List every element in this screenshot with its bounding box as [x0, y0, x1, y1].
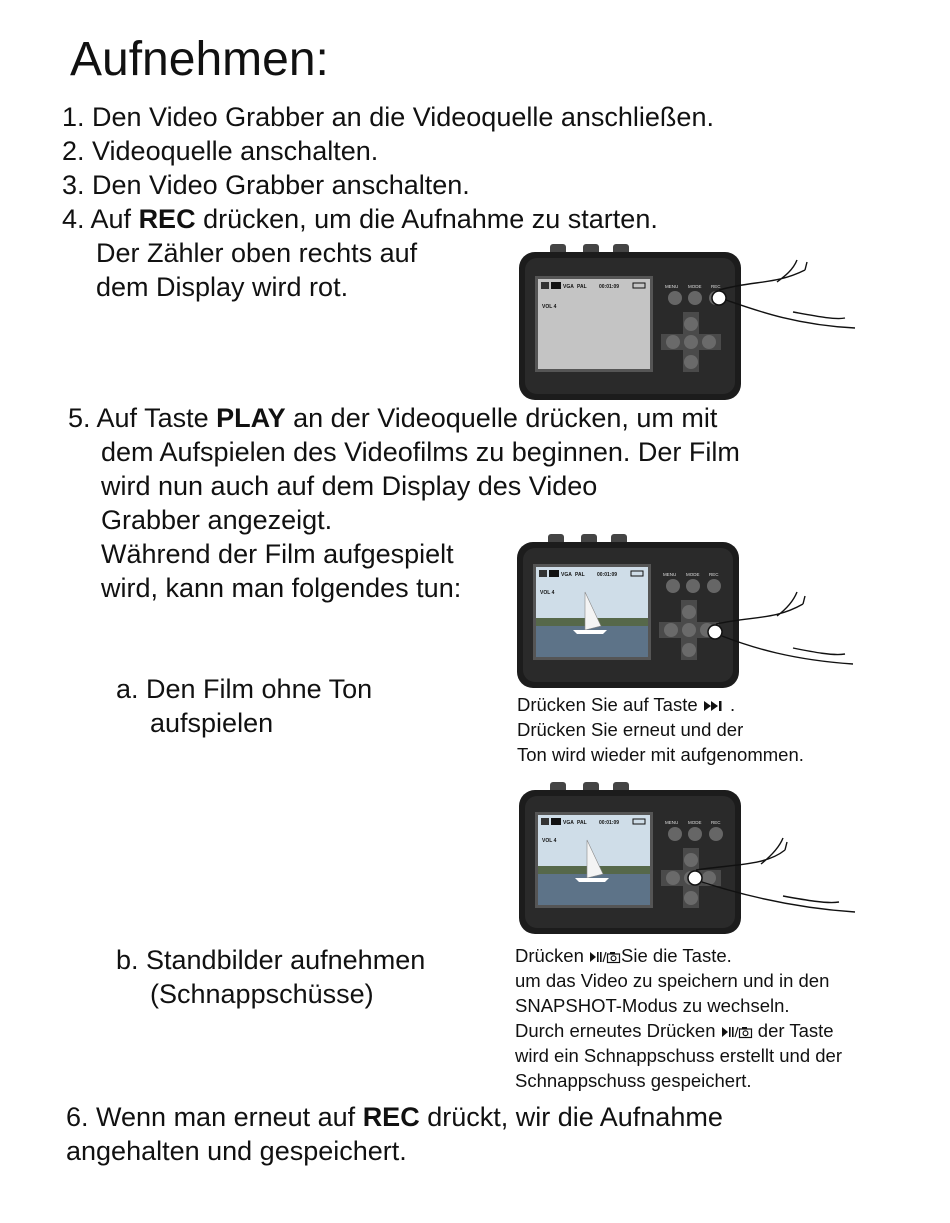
option-b-line-1: b. Standbilder aufnehmen — [116, 945, 426, 975]
step-5 — [68, 401, 717, 435]
osd-volume: VOL 4 — [542, 838, 557, 844]
step-2: 2. Videoquelle anschalten. — [62, 136, 379, 166]
osd-counter: 00:01:09 — [597, 572, 618, 578]
caption-a-period: . — [729, 694, 736, 715]
play-pause-camera-icon — [589, 950, 621, 964]
caption-b-text-end: Sie die Taste. — [621, 945, 732, 966]
step-4 — [62, 202, 658, 236]
option-a-line-1: a. Den Film ohne Ton — [116, 674, 373, 704]
caption-a-text: Drücken Sie auf Taste — [517, 694, 698, 715]
option-b-line-2: (Schnappschüsse) — [150, 979, 374, 1009]
step-6-text-end: drückt, wir die Aufnahme — [419, 1102, 723, 1132]
rec-keyword-2: REC — [362, 1102, 420, 1132]
mode-button-label: MODE — [688, 820, 702, 825]
step-5-line-3: wird nun auch auf dem Display des Video — [101, 471, 598, 501]
step-5-text: 5. Auf Taste — [68, 403, 217, 433]
step-5-line-2: dem Aufspielen des Videofilms zu beginnen. Der Film — [101, 437, 740, 467]
menu-button-label: MENU — [665, 820, 679, 825]
caption-b-line-3: SNAPSHOT-Modus zu wechseln. — [515, 995, 790, 1016]
page-title: Aufnehmen: — [70, 33, 329, 86]
step-6-line-2: angehalten und gespeichert. — [66, 1136, 407, 1166]
osd-system: PAL — [577, 284, 587, 290]
play-keyword: PLAY — [216, 403, 286, 433]
osd-counter: 00:01:09 — [599, 820, 620, 826]
step-3: 3. Den Video Grabber anschalten. — [62, 170, 470, 200]
rec-button-label: REC — [711, 820, 721, 825]
caption-b-text-4-end: der Taste — [757, 1020, 834, 1041]
caption-b-line-2: um das Video zu speichern und in den — [515, 970, 830, 991]
osd-volume: VOL 4 — [540, 590, 555, 596]
step-1: 1. Den Video Grabber an die Videoquelle anschließen. — [62, 102, 714, 132]
mode-button-label: MODE — [688, 284, 702, 289]
step-5-text-end: an der Videoquelle drücken, um mit — [285, 403, 718, 433]
caption-b-text-4: Durch erneutes Drücken — [515, 1020, 716, 1041]
step-4-text: 4. Auf — [62, 204, 139, 234]
step-4-line-3: dem Display wird rot. — [96, 272, 349, 302]
caption-b-line-4 — [515, 1018, 834, 1043]
device-illustration-mute — [513, 530, 858, 690]
osd-mode: VGA — [563, 820, 574, 826]
osd-volume: VOL 4 — [542, 304, 557, 310]
caption-a-line-3: Ton wird wieder mit aufgenommen. — [517, 744, 804, 765]
step-5-line-5: Während der Film aufgespielt — [101, 539, 454, 569]
step-5-line-6: wird, kann man folgendes tun: — [101, 573, 462, 603]
rec-keyword: REC — [138, 204, 196, 234]
rec-button-label: REC — [711, 284, 721, 289]
play-pause-camera-icon — [721, 1025, 753, 1039]
device-illustration-snapshot — [515, 778, 860, 938]
caption-a-line-2: Drücken Sie erneut und der — [517, 719, 744, 740]
option-a-line-2: aufspielen — [150, 708, 274, 738]
osd-counter: 00:01:09 — [599, 284, 620, 290]
osd-mode: VGA — [563, 284, 574, 290]
osd-system: PAL — [577, 820, 587, 826]
step-6-text: 6. Wenn man erneut auf — [66, 1102, 363, 1132]
step-4-text-end: drücken, um die Aufnahme zu starten. — [195, 204, 658, 234]
osd-mode: VGA — [561, 572, 572, 578]
caption-b-line-6: Schnappschuss gespeichert. — [515, 1070, 752, 1091]
step-5-line-4: Grabber angezeigt. — [101, 505, 333, 535]
fast-forward-skip-icon — [703, 700, 725, 712]
menu-button-label: MENU — [665, 284, 679, 289]
menu-button-label: MENU — [663, 572, 677, 577]
device-illustration-rec — [515, 240, 860, 402]
caption-a-line-1 — [517, 692, 735, 717]
caption-b-line-5: wird ein Schnappschuss erstellt und der — [515, 1045, 843, 1066]
caption-b-text: Drücken — [515, 945, 584, 966]
step-4-line-2: Der Zähler oben rechts auf — [96, 238, 418, 268]
mode-button-label: MODE — [686, 572, 700, 577]
caption-b-line-1 — [515, 943, 732, 968]
rec-button-label: REC — [709, 572, 719, 577]
step-6 — [66, 1100, 723, 1134]
osd-system: PAL — [575, 572, 585, 578]
